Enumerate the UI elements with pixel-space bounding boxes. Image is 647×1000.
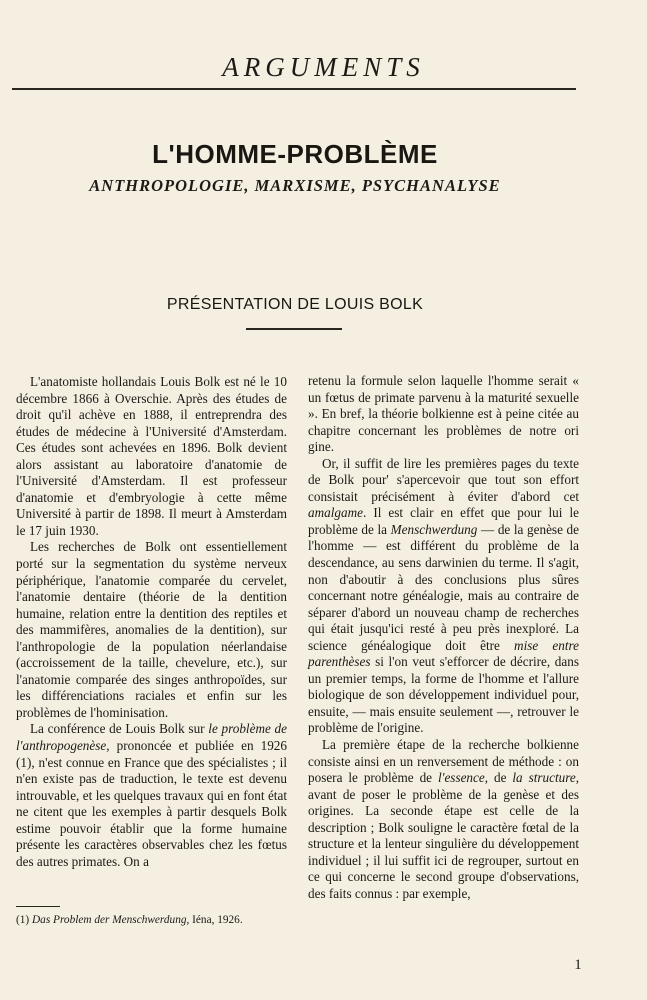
left-column — [16, 374, 287, 870]
right-column — [308, 373, 579, 903]
paragraph — [308, 456, 579, 737]
text-run: — de la genèse de l'homme — est différent du problème de la descendance, au sens darwinien du terme. Il s'agit, non d'aboutir à des conclusions plus sûres concernant notre généalogie, mais au contraire de séparer d'abord un nouveau champ de recherches qui était jusqu'ici resté à peu près inexploré. La science généalogique doit être — [308, 521, 580, 653]
page-number: 1 — [574, 957, 582, 973]
footnote-rest: , Iéna, 1926. — [186, 914, 243, 926]
paragraph — [16, 721, 287, 870]
footnote-text — [16, 913, 287, 928]
journal-title: ARGUMENTS — [222, 52, 425, 82]
text-run: . Il est clair en effet que pour lui le problème de la — [308, 505, 579, 537]
article-title: L'HOMME-PROBLÈME — [152, 139, 438, 169]
section-title: PRÉSENTATION DE LOUIS BOLK — [166, 296, 424, 313]
footnote-rule — [16, 906, 60, 907]
text-run: La première étape de la recherche bolkienne consiste ainsi en un renversement de méthode : on posera le problème de — [308, 737, 579, 786]
header-rule — [12, 88, 576, 90]
italic-text: amalgame — [308, 505, 363, 521]
paragraph: L'anatomiste hollandais Louis Bolk est né le 10 décembre 1866 à Overschie. Après des études de droit qu'il achève en 1888, il entreprendra des études de médecine à l'Université d'Amsterdam. Ces études sont achevées en 1896. Bolk devient alors assistant au laboratoire d'anatomie de l'Université d'Amsterdam. Il est professeur d'anatomie et d'embryologie à cette même Université à partir de 1898. Il meurt à Amsterdam le 17 juin 1930. — [16, 374, 287, 538]
footnote-marker: (1) — [16, 914, 30, 926]
text-run: , avant de poser le problème de la genèse et des origines. La seconde étape est celle de la description ; Bolk souligne le caractère fœtal de la structure et la lenteur singulière du développement individuel ; il lui suffit ici de regrouper, surtout en ce qui concerne le second groupe d'observations, des faits connus : par exemple, — [308, 770, 580, 901]
italic-text: la structure — [512, 770, 576, 786]
text-run: si l'on veut s'efforcer de décrire, dans un premier temps, la forme de l'homme et l'allure biologique de son développement individuel pour, ensuite, — mais ensuite seulement —, retrouver le problème de l'origine. — [308, 654, 579, 736]
text-run: , de — [484, 770, 513, 786]
paragraph: Les recherches de Bolk ont essentiellement porté sur la segmentation du système nerveux périphérique, l'anatomie comparée du cervelet, l'anatomie dentaire (théorie de la dentition humaine, relation entre la dentition des reptiles et des mammifères, anomalies de la dentition), sur l'anthropologie de la population néerlandaise (accroissement de la taille, chevelure, etc.), sur l'anatomie comparée des singes anthropoïdes, sur les différenciations raciales et enfin sur les problèmes de l'hominisation. — [16, 539, 287, 720]
text-run: , prononcée et publiée en 1926 (1), n'est connue en France que des spécialistes ; il n'en existe pas de traduction, le texte est devenu introuvable, et les quelques travaux qui en font état ne citent que les exemples à partir desquels Bolk estime pouvoir établir que la forme humaine présente les caractères observables chez les fœtus des autres primates. On a — [16, 738, 287, 869]
italic-text: l'essence — [437, 770, 485, 786]
italic-text: mise entre parenthèses — [308, 637, 579, 670]
italic-text: Menschwerdung — [390, 521, 478, 537]
text-run: La conférence de Louis Bolk sur — [30, 721, 209, 737]
paragraph: retenu la formule selon laquelle l'homme serait « un fœtus de primate parvenu à la maturité sexuelle ». En bref, la théorie bolkienne est à peine citée au chapitre concernant les problèmes de notre ori gine. — [308, 373, 579, 455]
footnote-title: Das Problem der Menschwerdung — [32, 914, 187, 926]
paragraph — [308, 737, 579, 902]
italic-text: le problème de l'anthropogenèse — [16, 721, 287, 754]
text-run: Or, il suffit de lire les premières pages du texte de Bolk pour' s'apercevoir que tout son effort consistait précisément à éviter d'abord cet — [308, 455, 579, 504]
article-subtitle: ANTHROPOLOGIE, MARXISME, PSYCHANALYSE — [89, 176, 501, 195]
footnote — [16, 913, 287, 928]
section-rule — [246, 328, 342, 330]
